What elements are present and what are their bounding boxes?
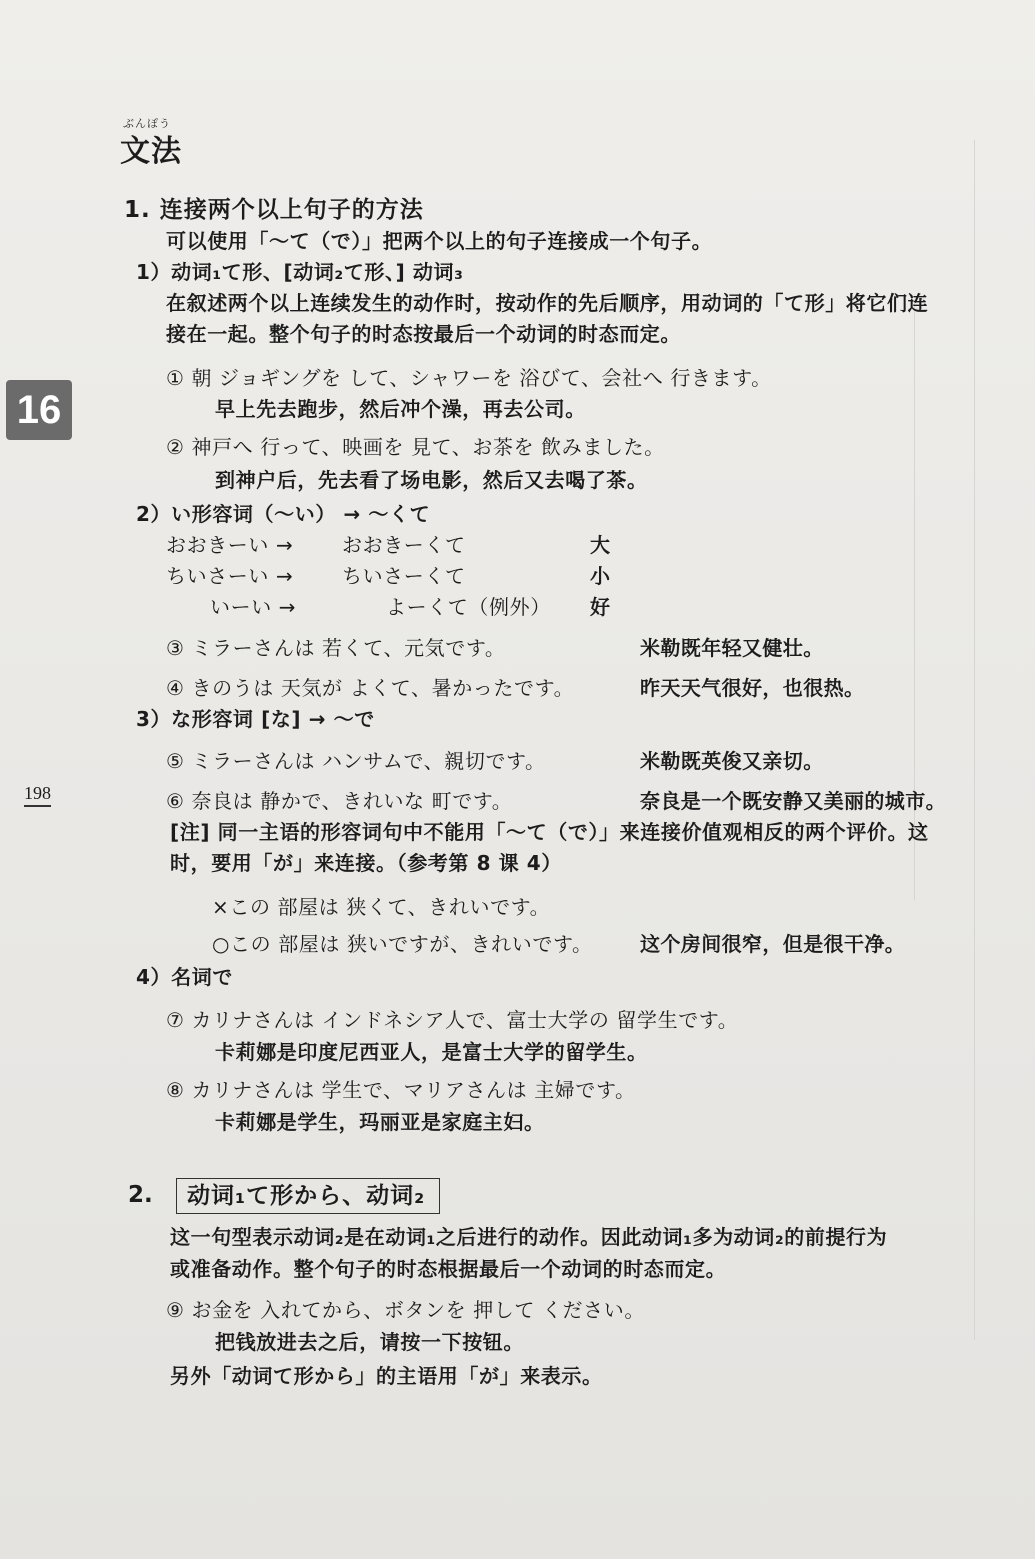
example-4-ja: ④ きのうは 天気が よくて、暑かったです。 — [166, 676, 575, 700]
example-3-cn: 米勒既年轻又健壮。 — [640, 636, 824, 660]
adj-row-cn: 小 — [590, 564, 611, 588]
chapter-tab: 16 — [6, 380, 72, 440]
section2-desc-2: 或准备动作。整个句子的时态根据最后一个动词的时态而定。 — [170, 1257, 727, 1281]
right-example-cn: 这个房间很窄，但是很干净。 — [640, 932, 906, 956]
example-4-cn: 昨天天气很好，也很热。 — [640, 676, 865, 700]
example-9-ja: ⑨ お金を 入れてから、ボタンを 押して ください。 — [166, 1298, 645, 1322]
example-1-cn: 早上先去跑步，然后冲个澡，再去公司。 — [215, 397, 586, 421]
section1-heading: 1. 连接两个以上句子的方法 — [124, 197, 424, 223]
adj-row-from: いーい → — [210, 595, 297, 619]
right-example: ○この 部屋は 狭いですが、きれいです。 — [212, 932, 593, 956]
adj-row-from: おおきーい → — [166, 533, 294, 557]
section2-desc-1: 这一句型表示动词₂是在动词₁之后进行的动作。因此动词₁多为动词₂的前提行为 — [170, 1225, 888, 1249]
sub3-heading: 3）な形容词 [な] → ～で — [136, 707, 375, 731]
example-6-cn: 奈良是一个既安静又美丽的城市。 — [640, 789, 946, 813]
adj-row-to: おおきーくて — [342, 533, 466, 557]
note-line-1: [注] 同一主语的形容词句中不能用「～て（で）」来连接价值观相反的两个评价。这 — [170, 820, 929, 844]
example-7-ja: ⑦ カリナさんは インドネシア人で、富士大学の 留学生です。 — [166, 1008, 739, 1032]
sub1-desc-1: 在叙述两个以上连续发生的动作时，按动作的先后顺序，用动词的「て形」将它们连 — [166, 291, 929, 315]
bleed-line — [974, 140, 975, 1340]
adj-row-from: ちいさーい → — [166, 564, 294, 588]
adj-row-cn: 大 — [590, 533, 611, 557]
sub4-heading: 4）名词で — [136, 965, 233, 989]
title-ruby: ぶんぽう — [123, 117, 171, 130]
example-2-ja: ② 神戸へ 行って、映画を 見て、お茶を 飲みました。 — [166, 435, 665, 459]
example-5-ja: ⑤ ミラーさんは ハンサムで、親切です。 — [166, 749, 546, 773]
wrong-example: ×この 部屋は 狭くて、きれいです。 — [212, 895, 551, 919]
section2-number: 2. — [128, 1182, 153, 1208]
adj-row-to: よーくて（例外） — [386, 595, 551, 619]
example-6-ja: ⑥ 奈良は 静かで、きれいな 町です。 — [166, 789, 513, 813]
sub2-heading: 2）い形容词（～い） → ～くて — [136, 502, 431, 526]
sub1-desc-2: 接在一起。整个句子的时态按最后一个动词的时态而定。 — [166, 322, 681, 346]
example-8-cn: 卡莉娜是学生，玛丽亚是家庭主妇。 — [215, 1110, 545, 1134]
example-8-ja: ⑧ カリナさんは 学生で、マリアさんは 主婦です。 — [166, 1078, 636, 1102]
adj-row-cn: 好 — [590, 595, 611, 619]
page-title: 文法 — [120, 134, 182, 169]
example-5-cn: 米勒既英俊又亲切。 — [640, 749, 824, 773]
example-7-cn: 卡莉娜是印度尼西亚人，是富士大学的留学生。 — [215, 1040, 648, 1064]
page-number: 198 — [24, 783, 51, 807]
example-3-ja: ③ ミラーさんは 若くて、元気です。 — [166, 636, 506, 660]
section2-boxed-heading: 动词₁て形から、动词₂ — [176, 1178, 440, 1214]
example-9-cn: 把钱放进去之后，请按一下按钮。 — [215, 1330, 524, 1354]
sub1-heading: 1）动词₁て形、[动词₂て形、] 动词₃ — [136, 260, 464, 284]
example-2-cn: 到神户后，先去看了场电影，然后又去喝了茶。 — [215, 468, 648, 492]
section2-closing: 另外「动词て形から」的主语用「が」来表示。 — [170, 1364, 603, 1388]
example-1-ja: ① 朝 ジョギングを して、シャワーを 浴びて、会社へ 行きます。 — [166, 366, 772, 390]
adj-row-to: ちいさーくて — [342, 564, 466, 588]
section1-intro: 可以使用「～て（で）」把两个以上的句子连接成一个句子。 — [166, 229, 713, 253]
note-line-2: 时，要用「が」来连接。（参考第 8 课 4） — [170, 851, 562, 875]
